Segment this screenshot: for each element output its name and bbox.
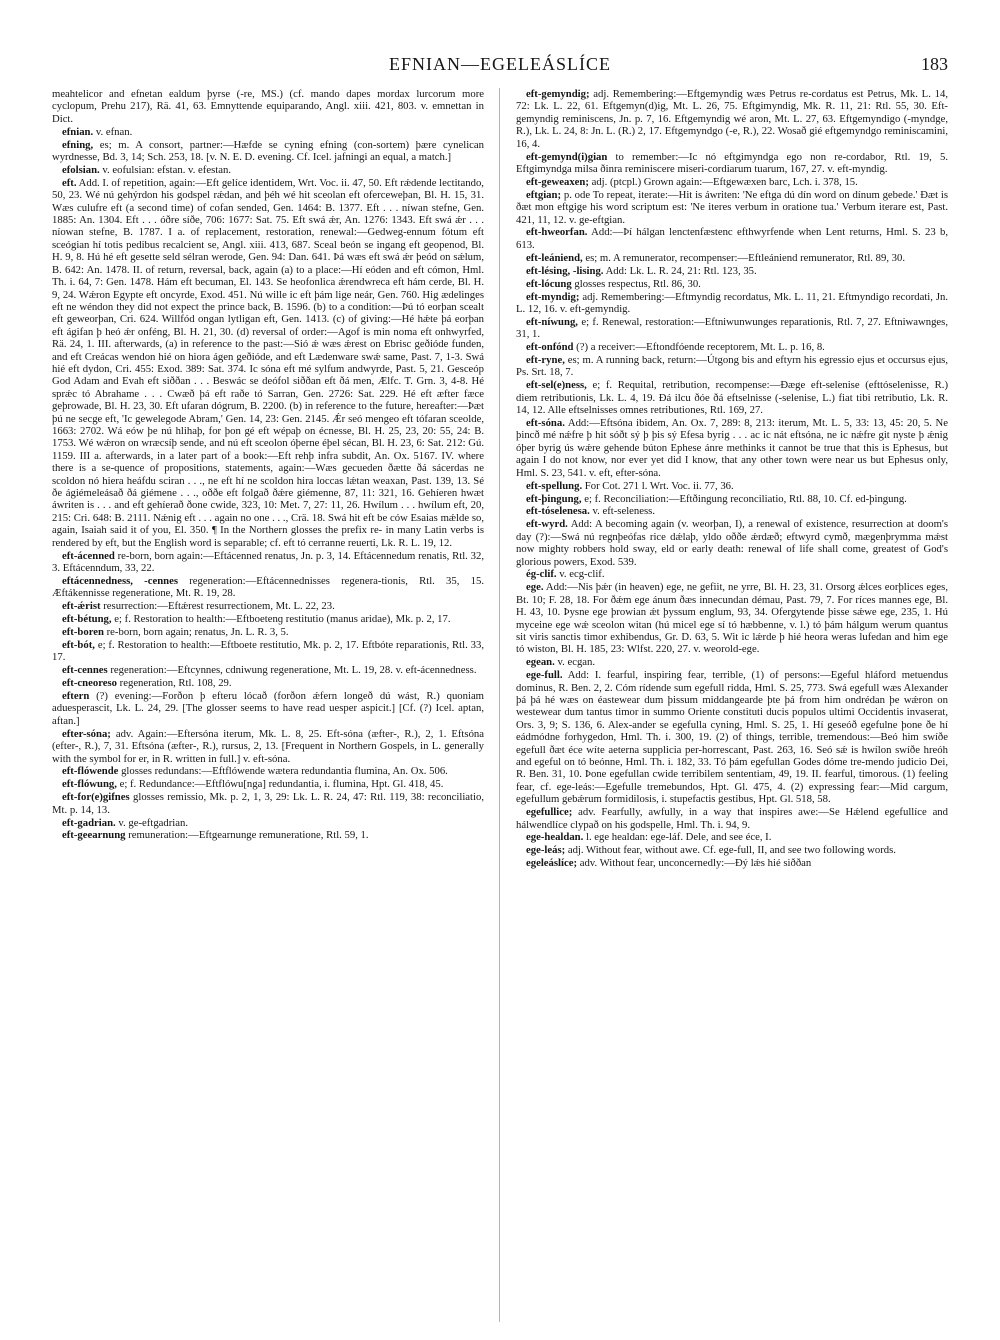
entry-headword: eft.: [62, 176, 77, 189]
entry-headword: eft-cneoreso: [62, 677, 117, 690]
dictionary-entry: [516, 669, 948, 805]
dictionary-entry: [516, 151, 948, 176]
page-number: 183: [921, 54, 948, 74]
left-column: [52, 88, 484, 1322]
dictionary-entry: [516, 417, 948, 479]
dictionary-entry: [516, 493, 948, 505]
entry-headword: egean.: [526, 656, 555, 669]
entry-headword: eft-cennes: [62, 664, 108, 677]
entry-text: adj. (ptcpl.) Grown again:—Eftgewæxen barc, Lch. i. 378, 15.: [591, 175, 858, 188]
entry-text: Add:—Þí hálgan lenctenfæstenc efthwyrfende when Lent returns, Hml. S. 23 b, 613.: [516, 226, 948, 251]
dictionary-entry: [516, 505, 948, 517]
dictionary-entry: [52, 626, 484, 638]
entry-text: re-born, born again; renatus, Jn. L. R. 3, 5.: [106, 625, 289, 638]
dictionary-entry: [516, 88, 948, 150]
dictionary-entry: [516, 518, 948, 568]
entry-headword: eft-ryne,: [526, 354, 565, 367]
entry-text: to remember:—Ic nó eftgimyndga ego non re-cordabor, Rtl. 19, 5. Eftgimyndga milsa ðinra reminiscere miseri-cordiarum tuarum, 167, 27. v. eft-myndig.: [516, 150, 948, 175]
dictionary-entry: [516, 656, 948, 668]
entry-text: es; m. A remunerator, recompenser:—Eftleániend remunerator, Rtl. 89, 30.: [585, 251, 906, 264]
entry-headword: eft-níwung,: [526, 315, 578, 328]
entry-text: e; f. Renewal, restoration:—Eftniwunwunges reparationis, Rtl. 7, 27. Eftniwawnges, 31, 1.: [516, 315, 948, 341]
entry-headword: eft-gemynd(i)gian: [526, 150, 608, 163]
dictionary-entry: [52, 728, 484, 765]
dictionary-entry: [516, 265, 948, 277]
right-column: [516, 88, 948, 1322]
entry-text: adv. Fearfully, awfully, in a way that inspires awe:—Se Hǽlend egefullíce and hálwendlíce clypað on his godspelle, Hml. Th. i. 94, 9.: [516, 806, 948, 831]
entry-headword: eft-onfónd: [526, 341, 574, 354]
entry-text: l. ege healdan: ege-láf. Dele, and see éce, I.: [585, 831, 772, 844]
dictionary-entry: [516, 226, 948, 251]
dictionary-page: [52, 52, 948, 1322]
entry-headword: eft-þingung,: [526, 492, 582, 505]
entry-headword: eftgian;: [526, 188, 562, 201]
entry-text: glosses redundans:—Eftflówende wætera redundantia flumina, An. Ox. 506.: [121, 765, 448, 778]
entry-headword: egefullice;: [526, 806, 573, 819]
dictionary-entry: [52, 817, 484, 829]
entry-headword: efter-sóna;: [62, 727, 111, 740]
column-divider: [499, 88, 500, 1322]
entry-headword: efolsian.: [62, 163, 100, 176]
entry-headword: eft-leániend,: [526, 251, 583, 264]
dictionary-entry: [516, 252, 948, 264]
dictionary-entry: [52, 778, 484, 790]
entry-headword: eftern: [62, 690, 90, 702]
entry-text: v. efnan.: [95, 125, 133, 138]
entry-text: e; f. Redundance:—Eftflówu[nga] redundantia, i. flumina, Hpt. Gl. 418, 45.: [119, 778, 444, 791]
entry-headword: ég-clif.: [526, 568, 557, 581]
entry-text: (?) evening:—Forðon þ efteru lócað (forðon ǽfern longeð dú wást, R.) quoniam aduesperascit, Lk. L. 24, 29. [The glosser seems to have read uesper aspicit.] [Cf. (?) Icel. aptan, aftan.]: [52, 690, 484, 727]
entry-headword: eftácennedness, -cennes: [62, 574, 179, 587]
dictionary-entry: [52, 829, 484, 841]
entry-text: regeneration:—Eftácennednisses regenera-tionis, Rtl. 35, 15. Æftákennisse regeneratione, Mt. R. 19, 28.: [52, 574, 484, 600]
running-head: EFNIAN—EGELEÁSLÍCE: [389, 54, 611, 74]
page-header: [52, 52, 948, 82]
entry-headword: eft-ácenned: [62, 549, 115, 562]
entry-headword: ege.: [526, 581, 544, 594]
entry-text: Add:—Nis þǽr (in heaven) ege, ne gefiit, ne yrre, Bl. H. 23, 31. Orsorg ǽlces eorþlices eges, Bt. 10; F. 28, 18. For ðǽm ege ánum ðæs innecundan démau, Past. 79, 7. For ríces mannes ege, Bl. H. 43, 10. Þysne ege þrowian ǽt þyssum englum, 93, 34. Ofergytende þisse sǽwe ege, 235, 1. Hú myceine ege wǽ sceolon witan (hú micel ege sí tó hæbbenne, v. l.) tó þám hálgum werum quantus sit viris sanctis timor exhibendus, Gr. D. 63, 5. Wit ic lǽrde þ hié heora weras lufedan and him ege tó wiston, Bl. H. 185, 23: Wlfst. 220, 27. v. weorold-ege.: [516, 581, 948, 656]
entry-headword: eft-boren: [62, 625, 104, 638]
entry-text: regeneration, Rtl. 108, 29.: [119, 677, 232, 690]
entry-headword: ege-full.: [526, 669, 563, 682]
dictionary-entry: [52, 639, 484, 664]
entry-text: Add:—Eftsóna ibidem, An. Ox. 7, 289: 8, 213: iterum, Mt. L. 5, 33: 13, 45: 20, 5. Ne þincð mé nǽfre þ hit sóðt sý þ þis sý Efesa byrig . . . ac ic nát eftsóna, ne ic nǽfre git nyste þ ǽnig óþer byrig ús wǽre gehende búton Ephese ánre methinks it cannot be true that this is Ephesus, but again I do not know, nor ever yet did I know, that any other town were near us but Ephesus only, Hml. S. 23, 541. v. eft, efter-sóna.: [516, 417, 948, 479]
entry-text: re-born, born again:—Eftácenned renatus, Jn. p. 3, 14. Eftácennedum renatis, Rtl. 32, 3. Eftácenndum, 33, 22.: [52, 549, 484, 574]
dictionary-entry: [52, 664, 484, 676]
entry-text: e; f. Restoration to health:—Eftboete restitutio, Mk. p. 2, 17. Eftbóte reparationis, Rtl. 33, 17.: [52, 638, 484, 664]
entry-text: Add: Lk. L. R. 24, 21: Rtl. 123, 35.: [605, 264, 757, 277]
dictionary-entry: [516, 581, 948, 655]
dictionary-entry: [516, 189, 948, 226]
entry-headword: eft-myndig;: [526, 290, 580, 303]
dictionary-entry: [516, 857, 948, 869]
entry-headword: eft-wyrd.: [526, 518, 568, 531]
entry-text: Add: I. fearful, inspiring fear, terrible, (1) of persons:—Egeful hláford metuendus dominus, R. Ben. 2, 2. Cóm rídende sum egefull ridda, Hml. S. 25, 773. Swá egefull wæs Alexander þá þá hé wæs on éastewear dum þissum middangearde þte þá from him ondrédan þe wǽron on westewear dum tantus timor in summo Oriente constituti ducis populos ultimi Occidentis invaserat, Ors. 3, 9; S. 136, 6. Alex-ander se egefulla cyning, Hml. S. 25, 1. Hí geseóð egefulne þone ðe hí eádmódne forhygedon, Hml. Th. i. 300, 19. (2) of things, terrible, tremendous:—Beó him swíðe egefull ðæt éce wíte aeterna supplicia per-horrescant, Past. 263, 16. Seó sǽ is hwílon swíðe hreóh and egeful on tó beónne, Hml. Th. i. 182, 33. Tó þám egefullan Godes dóme tre-mendo judicio Dei, R. Ben. 31, 10. Þone egefullan cwide terribilem sententiam, 49, 19. II. fearful, timorous. (1) feeling fear, cf. ege-leás:—Egefulle tremebundos, Hpt. Gl. 475, 4. (2) expressing fear:—Mid cargum, egefullum gebǽrum formidilosis, i. stupefactis gestibus, Hpt. Gl. 518, 58.: [516, 669, 948, 806]
entry-text: e; f. Reconciliation:—Eftðingung reconciliatio, Rtl. 88, 10. Cf. ed-þingung.: [584, 492, 907, 505]
entry-headword: eft-bétung,: [62, 613, 112, 626]
entry-text: v. ge-eftgadrian.: [118, 816, 189, 829]
dictionary-entry: [52, 765, 484, 777]
dictionary-entry: [52, 550, 484, 575]
entry-headword: eft-for(e)gifnes: [62, 791, 130, 804]
dictionary-entry: [516, 379, 948, 416]
dictionary-entry: [52, 677, 484, 689]
dictionary-entry: [52, 690, 484, 727]
entry-headword: eft-hweorfan.: [526, 226, 588, 239]
dictionary-entry: [516, 291, 948, 316]
dictionary-entry: [52, 575, 484, 600]
entry-headword: egeleáslíce;: [526, 857, 578, 870]
dictionary-entry: [516, 341, 948, 353]
entry-headword: eft-gadrian.: [62, 816, 116, 829]
entry-text: es; m. A running back, return:—Útgong bis and eftyrn his egressio ejus et occursus ejus, Ps. Srt. 18, 7.: [516, 354, 948, 379]
dictionary-entry: [516, 806, 948, 831]
entry-text: adv. Again:—Eftersóna iterum, Mk. L. 8, 25. Eft-sóna (æfter-, R.), 2, 1. Eftsóna (efter-, R.), 7, 31. Eftsóna (æfter-, R.), rursus, 2, 13. [Frequent in Northern Gospels, in L. generally with the symbol for er, in R. written in full.] v. eft-sóna.: [52, 727, 484, 765]
entry-text: Add. I. of repetition, again:—Eft gelíce identidem, Wrt. Voc. ii. 47, 50. Eft rǽdende lectitando, 50, 23. Wé nú gehýrdon his godspel rǽdan, and þéh wé hit sceolan eft oferceweþan, Bl. H. 15, 31. Wæs culufre eft (a second time) of cofan sended, Gen. 1464: B. 1377. Eft . . . níwan stefne, Gen. 1885: An. 1304. Eft . . . óðre síðe, 706: 1677: Sat. 75. Eft swá ǽr, An. 1276: 1343. Eft swá ǽr . . . níowan stefne, B. 1787. I a. of replacement, restoration, renewal:—Gedweg-ennum fótum eft sceógian hí totis pedibus recalcient se, Angl. xiii. 413, 687. Sceal beón se ingang eft geopenod, Bl. H. 9, 8. Hú hé eft gesette seld sélran werode, Gen. 94: Dan. 641. Þá wæs eft swá ǽr þeód on sǽlum, B. 642: An. 1478. II. of return, reversal, back, again (a) to a place:—Hí eóden and eft cómon, Hml. Th. i. 64, 7: Gen. 1478. Hám eft becuman, El. 143. Se heofonlica ǽrendwreca eft hám cerde, Bl. H. 9, 24. Wǽron Egypte eft oncyrde, Exod. 451. Nú wille ic eft þám lige neár, Gen. 760. Hig ædelinges eft ne wéndon they did not expect the prince back, B. 1596. (b) to a condition:—Þú tó eorþan scealt eft geweorþan, Cri. 624. Willfód ongan lytligan eft, Gen. 1413. (c) of giving:—Hé hǽte þá eorþan eft ágifan þ heó ǽr onféng, Bl. H. 21, 30. (d) reversal of order:—Agof is min noma eft onhwyrfed, Rä. 24, 1. III. afterwards, (a) in reference to the past:—Sió ǽ wæs ǽrest on Ebrisc geðióde funden, and eft Creácas wendon hié on hiora ágen geðióde, and eft Lædenware swǽ same, Past. 7, 1-3. Swá hié eft dydon, Cri. 455: Exod. 389: Sat. 374. Ic sóna eft mé sylfum andwyrde, Past. 5, 21. Gesceóp God Adam and Evah eft siððan . . . Beswác se deófol siððan eft ðá men, Ælfc. T. Grn. 3, 4-8. Hé sprǽc tó Abrahame . . . Cwæð þá eft raðe tó Sarran, Gen. 2726: Sat. 229. Hé eft æfter fæce geþrowade, Bl. H. 23, 30. Eft ufaran dógrum, B. 2200. (b) in reference to the future, hereafter:—Þæt þú ne secge eft, 'Ic gewelegode Abram,' Gen. 14, 23: Gen. 2145. Ǽr seó mengeo eft tófaran sceolde, 1663: 2702. Wá eów þe nú hlihaþ, for þon gé eft wépaþ on écnesse, Bl. H. 25, 23, 20: 55, 24: B. 1753. Wé wǽron on wræcsíþ sende, and nú eft sceolon óþerne éþel sécan, Bl. H. 23, 6: Sat. 212: Gú. 1159. III a. afterwards, in a later part of a book:—Eft rehþ infra subdit, An. Ox. 5167. IV. where there is a se-quence of propositions, statements, again:—Wæs gecueden ðætte ðá sácerdas ne scoldon nó hiera heáfdu sciran . . ., ne eft hí ne scoldon hira loccas lǽtan weaxan, Past. 139, 13. Sé ðe ágiémeleásað ðá giémene . . ., oððe eft folgað ðǽre giémenne, 87, 11: 321, 16. Gehíeren hwæt áwriten is . . . and eft gehíerað ðone cwide, 323, 10: Met. 7, 27: 11, 26. Hwílum . . . hwílum eft, 20, 215: Cri. 648: B. 2111. Nǽnig eft . . . again no one . . ., Crä. 18. Swá hit eft be ców Esaias mǽlde so, again, Isaiah said it of you, El. 350. ¶ In the Northern glosses the prefix re- in many Latin verbs is rendered by eft, but the English word is separable; cf. eft tó cerranne reuerti, Lk. R. L. 19, 12.: [52, 176, 484, 549]
entry-text: (?) a receiver:—Eftondfóende receptorem, Mt. L. p. 16, 8.: [576, 341, 825, 354]
entry-headword: eft-geearnung: [62, 829, 126, 842]
entry-headword: eft-lésing, -lising.: [526, 264, 604, 277]
dictionary-entry: [52, 791, 484, 816]
entry-text: Add: A becoming again (v. weorþan, I), a renewal of existence, resurrection at doom's day (?):—Swá nú regnþeófas rice dǽlaþ, yldo oððe ǽrdæð; eftwyrd cymð, mægenþrymma mǽst now mighty robbers hold sway, eld or early death: renewal of life shall come, greatest of God's glorious powers, Exod. 539.: [516, 518, 948, 568]
dictionary-entry: [516, 568, 948, 580]
dictionary-entry: [516, 480, 948, 492]
entry-text: v. eofulsian: efstan. v. efestan.: [102, 163, 231, 176]
entry-headword: eft-ǽrist: [62, 600, 101, 613]
dictionary-entry: [52, 600, 484, 612]
dictionary-entry: [516, 831, 948, 843]
entry-text: v. ecg-clif.: [559, 568, 605, 581]
entry-text: meahtelicor and efnetan ealdum þyrse (-re, MS.) (cf. mando dapes mordax lurcorum more cyclopum, Prehu 217), Rä. 41, 63. Emnyttende equiparando, Angl. xiii. 421, 803. v. emnettan in Dict.: [52, 88, 484, 125]
entry-text: adj. Remembering:—Eftmyndig recordatus, Mk. L. 11, 21. Eftmyndigo recordati, Jn. L. 12, 16. v. eft-gemyndig.: [516, 290, 948, 315]
entry-headword: eft-gemyndig;: [526, 88, 590, 100]
entry-text: adj. Without fear, without awe. Cf. ege-full, II, and see two following words.: [567, 844, 896, 857]
entry-headword: eft-flówende: [62, 765, 119, 778]
entry-text: remuneration:—Eftgearnunge remuneratione, Rtl. 59, 1.: [128, 829, 369, 842]
entry-headword: eft-flówung,: [62, 778, 117, 791]
entry-text: For Cot. 271 l. Wrt. Voc. ii. 77, 36.: [584, 479, 734, 492]
dictionary-entry: [52, 88, 484, 125]
dictionary-entry: [516, 316, 948, 341]
entry-headword: ege-leás;: [526, 844, 566, 857]
dictionary-entry: [52, 126, 484, 138]
entry-headword: efning,: [62, 138, 94, 151]
entry-headword: efnian.: [62, 125, 94, 138]
entry-headword: eft-sel(e)ness,: [526, 379, 587, 392]
dictionary-entry: [516, 278, 948, 290]
entry-headword: eft-tóselenesa.: [526, 505, 590, 518]
entry-text: es; m. A consort, partner:—Hæfde se cyning efning (con-sortem) þære cynelican wyrdnesse, Bd. 3, 14; Sch. 253, 18. [v. N. E. D. evening. Cf. Icel. jafningi an equal, a match.]: [52, 138, 484, 164]
entry-text: glosses respectus, Rtl. 86, 30.: [574, 277, 701, 290]
entry-headword: eft-lócung: [526, 277, 572, 290]
entry-headword: eft-geweaxen;: [526, 175, 589, 188]
entry-headword: ege-healdan.: [526, 831, 584, 844]
text-columns: [52, 88, 948, 1322]
entry-text: resurrection:—Eftǽrest resurrectionem, Mt. L. 22, 23.: [103, 600, 335, 613]
entry-headword: eft-bót,: [62, 638, 95, 651]
dictionary-entry: [52, 177, 484, 549]
entry-text: e; f. Restoration to health:—Eftboetenɡ restitutio (manus aridae), Mk. p. 2, 17.: [114, 613, 451, 626]
entry-headword: eft-sóna.: [526, 417, 565, 430]
entry-text: e; f. Requital, retribution, recompense:—Ðæge eft-selenise (efttóselenisse, R.) diem retributionis, Lk. L. 4, 19. Ðá ilcu ðóe ðá eftselnisse (-selenise, L.) fiat tibi retributio, Lk. R. 14, 12. Alle eftselnisses omnes retributiones, Rtl. 169, 27.: [516, 379, 948, 417]
dictionary-entry: [52, 613, 484, 625]
entry-text: v. eft-seleness.: [592, 505, 656, 518]
entry-text: adj. Remembering:—Eftgemyndig wæs Petrus re-cordatus est Petrus, Mk. L. 14, 72: Lk. L. 22, 61. Eftgemyn(d)ig, Mt. L. 26, 75. Eftgimyndig, Mk. R. 11, 21: Rtl. 55, 30. Eft-gemyndig reminiscens, Jn. p. 7, 16. Eftgemyndig wé aron, Mt. L. 27, 63. Eftgemyndigo (-myndge, R.), Lk. L. 24, 8: Jn. L. (R.) 2, 17. Eftgemyndgo (-e, R.), 22. Wosað gié eftgemyndgo reminiscamini, 16, 4.: [516, 88, 948, 150]
entry-text: p. ode To repeat, iterate:—Hit is áwriten: 'Ne eftga dú dín word on dínum gebede.' Ðæt is ðæt mon eftgige his word scriptum est: 'Ne iteres verbum in oratione tua.' Verbum iterare est, Past. 421, 11, 12. v. ge-eftgian.: [516, 188, 948, 226]
dictionary-entry: [516, 176, 948, 188]
dictionary-entry: [52, 164, 484, 176]
entry-text: regeneration:—Eftcynnes, cdniwung regeneratione, Mt. L. 19, 28. v. eft-ácennedness.: [110, 664, 477, 677]
entry-text: adv. Without fear, unconcernedly:—Ðý lǽs hié siððan: [579, 857, 812, 870]
dictionary-entry: [516, 844, 948, 856]
dictionary-entry: [52, 139, 484, 164]
entry-text: glosses remissio, Mk. p. 2, 1, 3, 29: Lk. L. R. 24, 47: Rtl. 119, 38: reconciliatio, Mt. p. 14, 13.: [52, 791, 484, 816]
entry-text: v. ecgan.: [557, 656, 596, 669]
dictionary-entry: [516, 354, 948, 379]
entry-headword: eft-spellung.: [526, 479, 583, 492]
